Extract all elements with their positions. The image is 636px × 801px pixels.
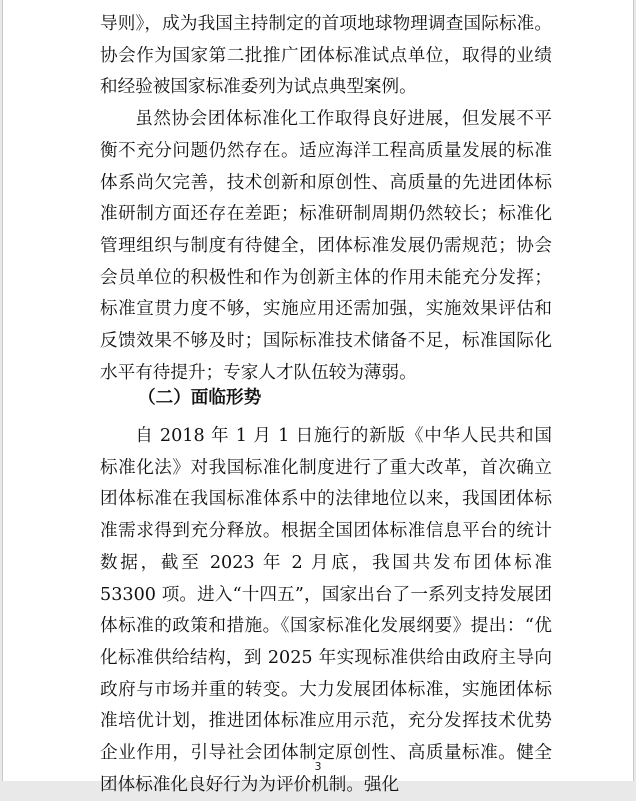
paragraph-situation: 自 2018 年 1 月 1 日施行的新版《中华人民共和国标准化法》对我国标准化制度进行了重大改革，首次确立团体标准在我国标准体系中的法律地位以来，我国团体标准需求得到充分释放。根据全国团体标准信息平台的统计数据，截至 2023 年 2 月底，我国共发布团体标准 53300 项。进入“十四五”，国家出台了一系列支持发展团体标准的政策和措施。《国家标准化发展纲要》提出：“优化标准供给结构，到 2025 年实现标准供给由政府主导向政府与市场并重的转变。大力发展团体标准，实施团体标准培优计划，推进团体标准应用示范，充分发挥技术优势企业作用，引导社会团体制定原创性、高质量标准。健全团体标准化良好行为为评价机制。强化	[100, 426, 552, 795]
body-text-block-1	[100, 9, 552, 389]
body-text-block-2	[100, 421, 552, 801]
paragraph-continuation: 导则》，成为我国主持制定的首项地球物理调查国际标准。协会作为国家第二批推广团体标准试点单位，取得的业绩和经验被国家标准委列为试点典型案例。	[100, 14, 552, 98]
section-heading: （二）面临形势	[138, 387, 262, 408]
document-page	[2, 0, 634, 795]
paragraph-development-status: 虽然协会团体标准化工作取得良好进展，但发展不平衡不充分问题仍然存在。适应海洋工程高质量发展的标准体系尚欠完善，技术创新和原创性、高质量的先进团体标准研制方面还存在差距；标准研制周期仍然较长；标准化管理组织与制度有待健全，团体标准发展仍需规范；协会会员单位的积极性和作为创新主体的作用未能充分发挥；标准宣贯力度不够，实施应用还需加强，实施效果评估和反馈效果不够及时；国际标准技术储备不足，标准国际化水平有待提升；专家人才队伍较为薄弱。	[100, 109, 552, 383]
page-number: 3	[314, 760, 322, 773]
